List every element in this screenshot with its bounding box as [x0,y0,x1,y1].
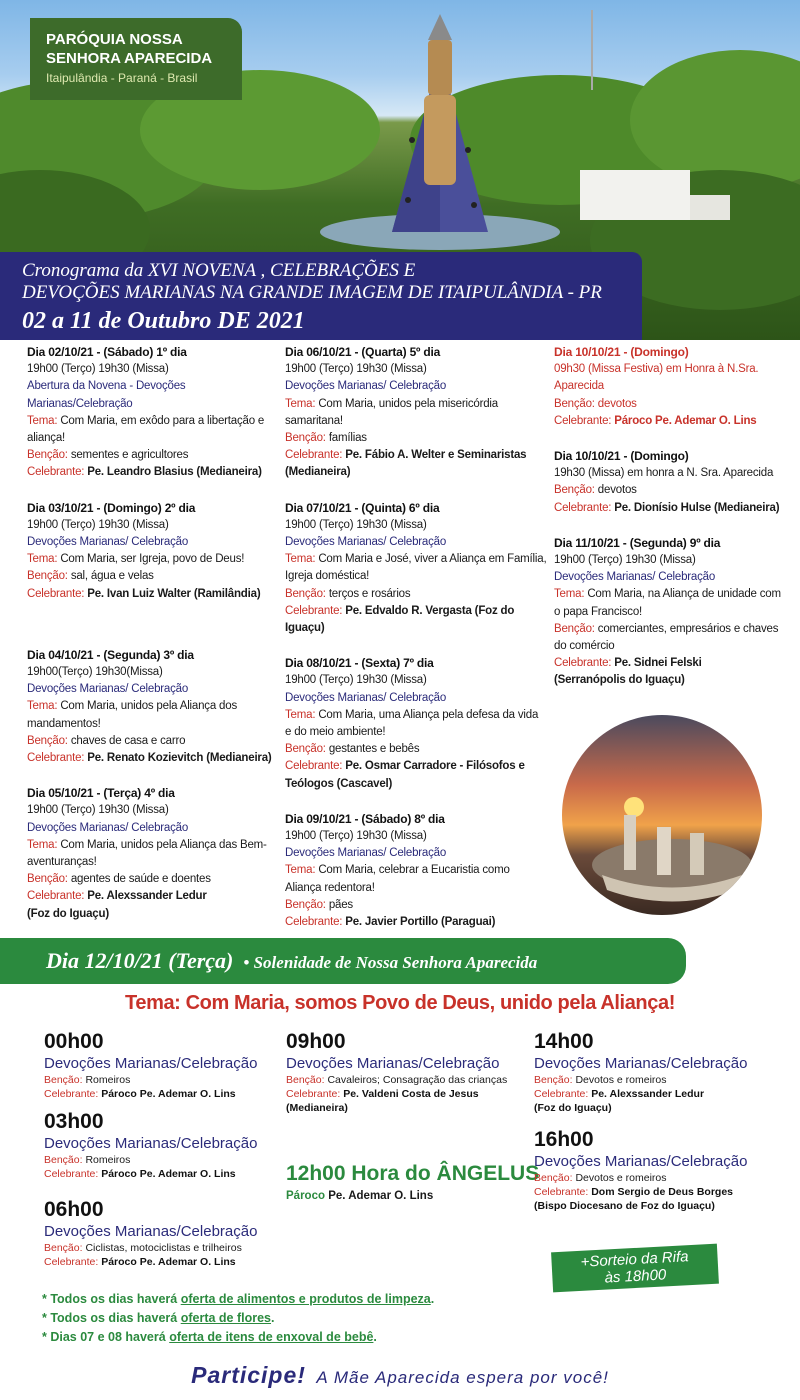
celebrante-label: Celebrante: [554,414,612,427]
day-devotion: Devoções Marianas/ Celebração [285,691,447,704]
day-time: 19h00 (Terço) 19h30 (Missa) [27,363,169,376]
bencao-text: sementes e agricultores [70,449,189,462]
rifa-badge [551,1244,719,1293]
solenidade-day: Dia 12/10/21 (Terça) [46,948,234,973]
celebrante-text: Dom Sergio de Deus Borges [588,1186,733,1198]
celebrante-label: Celebrante: [285,449,343,462]
day-heading: Dia 02/10/21 - (Sábado) 1º dia [27,345,187,359]
tema-label: Tema: [27,414,58,427]
note-underlined: oferta de itens de enxoval de bebê [169,1330,374,1344]
day-heading: Dia 05/10/21 - (Terça) 4º dia [27,786,175,801]
celebrante-text: Pe. Leandro Blasius (Medianeira) [87,466,262,479]
celebrante-label: Celebrante: [44,1168,99,1180]
note-end: . [373,1330,377,1344]
note-text: * Dias 07 e 08 haverá [42,1330,170,1344]
celebrante-text: Pe. Alexssander Ledur [588,1088,705,1100]
celebrante-label: Celebrante: [27,466,85,479]
tema-label: Tema: [285,864,316,877]
celebrante-label: Celebrante: [27,890,85,903]
day-devotion: Abertura da Novena - Devoções Marianas/Celebração [27,380,186,410]
slot-devotion: Devoções Marianas/Celebração [534,1055,748,1072]
slot-devotion: Devoções Marianas/Celebração [44,1055,258,1072]
day-celebrante [554,413,782,430]
rifa-line1: +Sorteio da Rifa [580,1248,689,1271]
day-time: 19h00 (Terço) 19h30 (Missa) [285,363,427,376]
title-banner [0,252,642,340]
celebrante-text: Pe. Dionísio Hulse (Medianeira) [614,501,780,514]
tagline-text: A Mãe Aparecida espera por você! [316,1368,609,1387]
celebrante-label: Celebrante: [554,657,612,670]
day-celebrante [27,750,283,767]
day-heading: Dia 09/10/21 - (Sábado) 8º dia [285,811,445,826]
bencao-label: Benção: [554,622,595,635]
day-bencao [285,741,547,758]
bencao-text: pães [328,898,353,911]
parish-name-line2: SENHORA APARECIDA [46,50,213,67]
day-devotion: Devoções Marianas/ Celebração [554,571,716,584]
bencao-text: Cavaleiros; Consagração das crianças [324,1074,508,1086]
paroco-label: Pároco [286,1190,325,1202]
slot-14h00 [534,1030,747,1115]
hero-photo [0,0,800,340]
day-bencao [285,430,547,447]
celebrante-text: Pároco Pe. Ademar O. Lins [98,1168,236,1180]
tema-text: Com Maria, uma Aliança pela defesa da vida e do meio ambiente! [285,708,539,739]
day-devotion: Devoções Marianas/ Celebração [285,380,447,393]
day-tema [285,551,547,585]
schedule-column-1 [27,344,283,937]
bencao-label: Benção: [285,432,326,445]
slot-devotion: Devoções Marianas/Celebração [44,1223,258,1240]
slot-09h00 [286,1030,507,1115]
celebrante-label: Celebrante: [44,1256,99,1268]
day-celebrante [285,758,547,792]
day-entry [27,500,283,603]
day-celebrante [27,888,283,905]
day-celebrante [285,603,547,637]
note-item [42,1290,434,1309]
bencao-text: Devotos e romeiros [572,1074,667,1086]
celebrante-text: Pe. Fábio A. Welter e Seminaristas (Medianeira) [285,449,527,479]
celebrante-label: Celebrante: [285,916,343,929]
bencao-text: agentes de saúde e doentes [70,873,211,886]
celebrante-label: Celebrante: [27,587,85,600]
bencao-label: Benção: [285,743,326,756]
day-time: 19h00 (Terço) 19h30 (Missa) [285,830,427,843]
day-heading: Dia 07/10/21 - (Quinta) 6º dia [285,500,440,515]
celebrante-text: Pe. Sidnei Felski [614,657,702,670]
tema-text: Com Maria, unidos pela Aliança dos mandamentos! [27,700,237,730]
day-heading: Dia 10/10/21 - (Domingo) [554,345,689,359]
day-bencao [554,482,782,499]
tema-label: Tema: [27,838,58,851]
day-devotion: Devoções Marianas/ Celebração [27,683,189,696]
banner-dates: 02 a 11 de Outubro DE 2021 [22,308,305,334]
slot-03h00 [44,1110,257,1181]
day-bencao [285,586,547,603]
bencao-label: Benção: [27,734,68,747]
bencao-label: Benção: [27,449,68,462]
day-time: 19h00(Terço) 19h30(Missa) [27,666,163,679]
tema-text: Com Maria, na Aliança de unidade com o papa Francisco! [554,588,781,618]
day-entry [27,647,283,767]
day-bencao [554,621,782,655]
tema-text: Com Maria e José, viver a Aliança em Família, Igreja doméstica! [285,553,547,583]
angelus-block [286,1162,539,1202]
bencao-label: Benção: [285,898,326,911]
celebrante-label: Celebrante: [534,1088,589,1100]
sunset-illustration [562,715,762,915]
schedule-column-3 [554,344,782,704]
slot-devotion: Devoções Marianas/Celebração [286,1055,500,1072]
banner-line2: DEVOÇÕES MARIANAS NA GRANDE IMAGEM DE ITAIPULÂNDIA - PR [22,282,602,303]
day-entry [554,448,782,517]
day-celebrante [285,914,547,931]
slot-06h00 [44,1198,257,1269]
slot-time: 16h00 [534,1128,594,1151]
day-time: 19h00 (Terço) 19h30 (Missa) [27,804,169,817]
day-entry [554,344,782,430]
bencao-text: Romeiros [82,1154,131,1166]
celebrante-city: (Medianeira) [286,1102,348,1114]
day-bencao [27,447,283,464]
note-end: . [430,1292,435,1306]
tema-text: Com Maria, em exôdo para a libertação e aliança! [27,414,265,445]
bencao-text: devotos [594,484,637,497]
bencao-text: gestantes e bebês [328,743,420,756]
day-bencao [27,568,283,585]
day-heading: Dia 03/10/21 - (Domingo) 2º dia [27,500,196,515]
day-celebrante [285,447,547,481]
celebrante-text: Pároco Pe. Ademar O. Lins [98,1256,236,1268]
bencao-text: chaves de casa e carro [70,734,186,747]
celebrante-text: Pe. Ivan Luiz Walter (Ramilândia) [87,587,261,600]
note-text: * Todos os dias haverá [42,1311,181,1325]
day-tema [27,413,283,447]
slot-time: 03h00 [44,1110,104,1133]
day-heading: Dia 11/10/21 - (Segunda) 9º dia [554,535,721,550]
day-heading: Dia 06/10/21 - (Quarta) 5º dia [285,345,441,359]
day-bencao [27,733,283,750]
day-devotion: Devoções Marianas/ Celebração [27,821,189,834]
bencao-label: Benção: [27,570,68,583]
bencao-label: Benção: [285,587,326,600]
day-tema [285,396,547,430]
solenidade-tema: Tema: Com Maria, somos Povo de Deus, unido pela Aliança! [125,992,675,1014]
day-celebrante [554,655,782,672]
celebrante-label: Celebrante: [285,760,343,773]
note-item [42,1328,434,1347]
celebrante-label: Celebrante: [286,1088,341,1100]
celebrante-label: Celebrante: [554,501,612,514]
parish-label [30,18,242,100]
celebrante-city: (Bispo Diocesano de Foz do Iguaçu) [534,1200,715,1212]
day-heading: Dia 08/10/21 - (Sexta) 7º dia [285,656,434,671]
bencao-label: Benção: [554,484,595,497]
day-bencao [554,396,782,413]
note-item [42,1309,434,1328]
note-underlined: oferta de flores [180,1311,272,1325]
celebrante-text: Pe. Valdeni Costa de Jesus [340,1088,479,1100]
slot-16h00 [534,1128,747,1213]
parish-location: Itaipulândia - Paraná - Brasil [46,71,198,85]
tema-label: Tema: [554,588,585,601]
footer-tagline [0,1362,800,1389]
day-time: 19h00 (Terço) 19h30 (Missa) [285,518,427,531]
day-entry [285,344,547,482]
celebrante-text: Pe. Renato Kozievitch (Medianeira) [87,752,272,765]
rifa-line2: às 18h00 [604,1266,667,1287]
bencao-text: comerciantes, empresários e chaves do comércio [554,622,779,653]
bencao-label: Benção: [534,1172,573,1184]
day-bencao [27,871,283,888]
celebrante-text: Pároco Pe. Ademar O. Lins [614,414,757,427]
day-devotion: Devoções Marianas/ Celebração [27,536,189,549]
tema-text: Com Maria, unidos pela Aliança das Bem-aventuranças! [27,838,267,869]
celebrante-label: Celebrante: [534,1186,589,1198]
bencao-label: Benção: [554,397,595,410]
slot-time: 06h00 [44,1198,104,1221]
celebrante-text: Pe. Osmar Carradore - Filósofos e Teólogos (Cascavel) [285,760,525,790]
day-celebrante [554,500,782,517]
bencao-text: terços e rosários [328,587,411,600]
bencao-text: famílias [328,432,367,445]
tema-label: Tema: [27,700,58,713]
day-tema [27,837,283,871]
sunset-photo [562,715,762,915]
slot-devotion: Devoções Marianas/Celebração [534,1153,748,1170]
day-heading: Dia 04/10/21 - (Segunda) 3º dia [27,647,194,662]
day-time: 19h00 (Terço) 19h30 (Missa) [554,554,696,567]
note-underlined: oferta de alimentos e produtos de limpeza [180,1292,431,1306]
banner-line1: Cronograma da XVI NOVENA , CELEBRAÇÕES E [22,260,416,281]
bencao-text: Ciclistas, motociclistas e trilheiros [82,1242,242,1254]
slot-time: 14h00 [534,1030,594,1053]
slot-devotion: Devoções Marianas/Celebração [44,1135,258,1152]
tema-text: Com Maria, celebrar a Eucaristia como Aliança redentora! [285,864,510,894]
bencao-label: Benção: [44,1074,83,1086]
day-time: 19h00 (Terço) 19h30 (Missa) [27,518,169,531]
day-devotion: Devoções Marianas/ Celebração [285,536,447,549]
solenidade-banner [0,938,686,984]
bencao-label: Benção: [286,1074,325,1086]
schedule-column-2 [285,344,547,945]
day-tema [554,586,782,620]
angelus-title: 12h00 Hora do ÂNGELUS [286,1162,540,1185]
day-heading: Dia 10/10/21 - (Domingo) [554,449,689,464]
day-entry [285,500,547,638]
day-entry [285,655,547,793]
celebrante-city: (Foz do Iguaçu) [534,1102,612,1114]
day-bencao [285,897,547,914]
celebrante-text: Pe. Edvaldo R. Vergasta (Foz do Iguaçu) [285,604,515,635]
tema-label: Tema: [27,553,58,566]
day-entry [27,785,283,923]
bencao-text: Devotos e romeiros [572,1172,667,1184]
celebrante-label: Celebrante: [285,604,343,617]
celebrante-label: Celebrante: [44,1088,99,1100]
paroco-name: Pe. Ademar O. Lins [325,1190,434,1202]
tema-label: Tema: [285,553,316,566]
day-entry [554,535,782,690]
participe-text: Participe! [191,1362,306,1388]
celebrante-text: Pe. Alexssander Ledur [87,890,207,903]
tema-label: Tema: [285,708,316,721]
bencao-text: sal, água e velas [70,570,154,583]
day-tema [27,551,283,568]
day-time: 19h30 (Missa) em honra a N. Sra. Aparecida [554,467,774,480]
bencao-label: Benção: [534,1074,573,1086]
day-entry [27,344,283,482]
celebrante-city: (Foz do Iguaçu) [27,907,109,920]
note-end: . [271,1311,275,1325]
tema-text: Com Maria, ser Igreja, povo de Deus! [60,553,245,566]
parish-name-line1: PARÓQUIA NOSSA [46,31,183,48]
day-devotion: Devoções Marianas/ Celebração [285,847,447,860]
solenidade-title: • Solenidade de Nossa Senhora Aparecida [243,953,538,972]
tema-text: Com Maria, unidos pela misericórdia samaritana! [285,397,498,427]
notes-list [42,1290,434,1347]
celebrante-text: Pe. Javier Portillo (Paraguai) [345,916,496,929]
slot-time: 09h00 [286,1030,346,1053]
celebrante-label: Celebrante: [27,752,85,765]
slot-time: 00h00 [44,1030,104,1053]
note-text: * Todos os dias haverá [42,1292,181,1306]
celebrante-text: Pároco Pe. Ademar O. Lins [98,1088,236,1100]
day-tema [285,707,547,741]
day-entry [285,811,547,931]
bencao-text: Romeiros [82,1074,131,1086]
day-tema [27,698,283,732]
tema-label: Tema: [285,397,316,410]
day-tema [285,862,547,896]
bencao-label: Benção: [27,873,68,886]
celebrante-city: (Serranópolis do Iguaçu) [554,674,685,687]
day-time: 09h30 (Missa Festiva) em Honra à N.Sra. Aparecida [554,363,759,393]
bencao-label: Benção: [44,1242,83,1254]
slot-00h00 [44,1030,257,1101]
bencao-label: Benção: [44,1154,83,1166]
day-celebrante [27,586,283,603]
day-celebrante [27,464,283,481]
day-time: 19h00 (Terço) 19h30 (Missa) [285,674,427,687]
bencao-text: devotos [594,397,637,410]
